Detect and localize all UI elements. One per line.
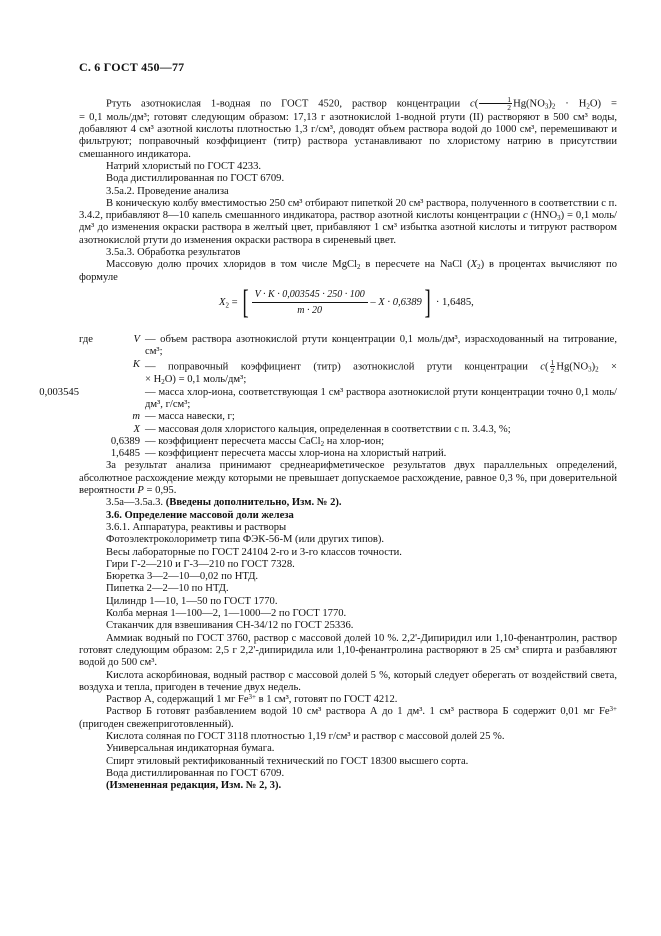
list-item: Кислота соляная по ГОСТ 3118 плотностью 1,19 г/см³ и раствор с массовой долей 25 %. xyxy=(106,730,505,742)
definition-line xyxy=(145,359,617,375)
variable-definition: — масса хлор-иона, соответствующая 1 см³ раствора азотнокислой ртути концентрации точно 0,1 моль/дм³, г/см³; xyxy=(145,386,617,410)
amendment-note-3-6: (Измененная редакция, Изм. № 2, 3). xyxy=(106,780,282,792)
variable-definitions xyxy=(39,333,617,460)
variable-symbol: 1,6485 xyxy=(110,448,140,460)
text: = 0,95. xyxy=(143,485,177,497)
section-heading-3-6-1: 3.6.1. Аппаратура, реактивы и растворы xyxy=(106,521,287,533)
subscript: 2 xyxy=(161,378,165,387)
subscript: 3 xyxy=(544,102,549,111)
formula-tail: · 1,6485, xyxy=(433,296,474,308)
paragraph-ammonia: Аммиак водный по ГОСТ 3760, раствор с массовой долей 10 %. 2,2'-Дипиридил или 1,10-фенантролин, раствор готовят следующим образом: 2,5 г 2,2'-дипиридила или 1,10-фенантролина растворяют в 25 см³ спирта и разбавляют водой до 500 см³. xyxy=(79,632,617,669)
text: ) xyxy=(591,360,596,372)
page-header: С. 6 ГОСТ 450—77 xyxy=(79,60,185,74)
text: В коническую колбу вместимостью 250 см³ отбирают пипеткой 20 см³ раствора, полученного в соответствии с п. 3.4.2, прибавляют 8—10 капель смешанного индикатора, раствор азотной кислоты концентрации xyxy=(79,197,617,222)
text: Hg(NO xyxy=(556,360,589,372)
text: Массовую долю прочих хлоридов в том числе MgCl xyxy=(106,259,358,271)
list-item: Весы лабораторные по ГОСТ 24104 2-го и 3-го классов точности. xyxy=(106,546,402,558)
text: ( xyxy=(474,98,479,110)
formula-numerator: V · K · 0,003545 · 250 · 100 xyxy=(252,287,368,303)
paragraph-solution-a xyxy=(79,694,617,706)
amendment-note-3-5a xyxy=(79,497,617,509)
list-item: Фотоэлектроколориметр типа ФЭК-56-М (или других типов). xyxy=(106,534,385,546)
subscript: 2 xyxy=(477,263,481,272)
section-heading-3-6: 3.6. Определение массовой доли железа xyxy=(106,509,294,521)
variable-definition: — объем раствора азотнокислой ртути концентрации 0,1 моль/дм³, израсходованный на титрование, см³; xyxy=(145,333,617,358)
symbol-c: c xyxy=(540,360,545,372)
paragraph-mercury-nitrate-body: = 0,1 моль/дм³; готовят следующим образом: 17,13 г азотнокислой 1-водной ртути (II) растворяют в 500 см³ воды, добавляют 4 см³ азотной кислоты плотностью 1,3 г/см³, доводят объем раствора водой до 1000 см³, перемешивают и фильтруют; поправочный коэффициент (титр) раствора устанавливают по хлористому натрию в присутствии смешанного индикатора. xyxy=(79,111,617,160)
symbol-p: P xyxy=(137,485,144,497)
symbol-x: X xyxy=(470,259,478,271)
amendment-text: (Введены дополнительно, Изм. № 2). xyxy=(165,497,342,509)
fraction-half xyxy=(550,359,556,375)
formula-fraction xyxy=(252,287,368,318)
paragraph-sodium-chloride: Натрий хлористый по ГОСТ 4233. xyxy=(106,161,262,172)
fraction-half xyxy=(479,96,512,112)
section-heading-3-5a-2: 3.5а.2. Проведение анализа xyxy=(106,185,229,197)
text: Hg(NO xyxy=(513,98,545,110)
subscript: 2 xyxy=(586,102,590,111)
paragraph-ascorbic-acid: Кислота аскорбиновая, водный раствор с массовой долей 5 %, который следует оберегать от воздействий света, воздуха и тепла, пригоден в течение двух недель. xyxy=(79,669,617,693)
subscript: 2 xyxy=(551,102,556,111)
text: в 1 см³, готовят по ГОСТ 4212. xyxy=(255,694,398,706)
formula-denominator: m · 20 xyxy=(297,305,323,317)
paragraph-mercury-nitrate-line1 xyxy=(79,96,617,112)
bracket-left-icon: [ xyxy=(242,283,250,321)
formula-x2 xyxy=(219,283,474,321)
list-item: Цилиндр 1—10, 1—50 по ГОСТ 1770. xyxy=(106,595,278,607)
paragraph-analysis xyxy=(79,198,617,247)
subscript: 3 xyxy=(588,364,592,373)
text: × H xyxy=(145,374,162,386)
text: в пересчете на NaCl ( xyxy=(360,259,471,271)
text: Раствор А, содержащий 1 мг Fe xyxy=(106,694,249,706)
text: ) = 0,1 моль/дм³ до изменения окраски раствора в желтый цвет, прибавляют 1 см³ избытка азотной кислоты и титруют раствором азотнокислой ртути до изменения окраски раствора в сиреневый цвет. xyxy=(79,210,617,246)
text: — коэффициент пересчета массы CaCl xyxy=(145,435,321,447)
text: ) в процентах вычисляют по формуле xyxy=(79,259,617,283)
variable-symbol: V xyxy=(133,333,140,345)
variable-symbol: 0,6389 xyxy=(110,435,140,447)
list-item: Стаканчик для взвешивания СН-34/12 по ГОСТ 25336. xyxy=(106,620,354,632)
text: Ртуть азотнокислая 1-водная по ГОСТ 4520, раствор концентрации xyxy=(106,98,471,110)
where-prefix: где xyxy=(79,333,93,345)
formula-block xyxy=(79,284,617,334)
variable-definition: — коэффициент пересчета массы хлор-иона на хлористый натрий. xyxy=(145,448,447,460)
symbol-c: c xyxy=(523,210,528,222)
text: на хлор-ион; xyxy=(324,435,385,447)
subscript: 2 xyxy=(357,263,361,272)
variable-definition: — масса навески, г; xyxy=(145,411,235,423)
where-key-v xyxy=(79,334,145,359)
where-key-0-003545 xyxy=(13,387,84,412)
subscript: 2 xyxy=(320,439,325,448)
list-item: Вода дистиллированная по ГОСТ 6709. xyxy=(106,767,285,779)
text: O) = 0,1 моль/дм³; xyxy=(164,374,247,386)
paragraph-distilled-water: Вода дистиллированная по ГОСТ 6709. xyxy=(106,173,285,185)
text: ( xyxy=(544,360,549,372)
text: × xyxy=(598,360,617,372)
variable-symbol: K xyxy=(132,358,140,370)
superscript: 3+ xyxy=(609,705,617,714)
section-heading-3-5a-3: 3.5а.3. Обработка результатов xyxy=(106,247,241,259)
fraction-numerator: 1 xyxy=(479,96,512,104)
variable-definition xyxy=(145,359,617,387)
definition-line xyxy=(145,374,617,386)
formula-equals: = xyxy=(228,297,238,309)
variable-symbol: m xyxy=(132,411,140,423)
where-key-m xyxy=(79,411,145,423)
text: O) = xyxy=(589,98,617,110)
fraction-denominator: 2 xyxy=(550,365,555,375)
paragraph-result xyxy=(79,460,617,497)
list-item: Бюретка 3—2—10—0,02 по НТД. xyxy=(106,571,259,583)
paragraph-mass-fraction xyxy=(79,259,617,284)
text: За результат анализа принимают среднеарифметическое результатов двух параллельных определений, абсолютное расхождение между которыми не превышает допускаемое расхождение, равное 0,3 %, при доверительной вероятности xyxy=(79,460,617,497)
variable-symbol: 0,003545 xyxy=(39,386,79,398)
subscript: 2 xyxy=(225,301,229,310)
variable-symbol: X xyxy=(133,423,140,435)
text: ) xyxy=(548,98,552,110)
where-key-x xyxy=(79,424,145,436)
fraction-numerator: 1 xyxy=(550,357,555,367)
text: 3.5а—3.5а.3. xyxy=(106,497,166,509)
variable-definition: — массовая доля хлористого кальция, определенная в соответствии с п. 3.4.3, %; xyxy=(145,423,511,435)
list-item: Пипетка 2—2—10 по НТД. xyxy=(106,583,229,595)
symbol-c: c xyxy=(470,98,475,110)
text: · H xyxy=(555,98,587,110)
text: Раствор Б готовят разбавлением водой 10 см³ раствора А до 1 дм³. 1 см³ раствора Б содержит 0,01 мг Fe xyxy=(106,706,610,718)
list-item: Спирт этиловый ректификованный технический по ГОСТ 18300 высшего сорта. xyxy=(106,755,469,767)
text: (HNO xyxy=(527,210,558,222)
document-body xyxy=(39,95,617,792)
subscript: 2 xyxy=(595,364,599,373)
subscript: 3 xyxy=(557,214,561,223)
paragraph-solution-b xyxy=(79,706,617,731)
where-key-k xyxy=(79,359,145,387)
text: — поправочный коэффициент (титр) азотнокислой ртути концентрации xyxy=(145,360,541,372)
list-item: Универсальная индикаторная бумага. xyxy=(106,743,275,755)
variable-definition xyxy=(145,436,617,448)
bracket-right-icon: ] xyxy=(424,283,431,321)
formula-lhs: X xyxy=(219,296,226,308)
where-key-1-6485 xyxy=(79,448,145,460)
formula-minus-term: – X · 0,6389 xyxy=(367,296,422,308)
text: (пригоден свежеприготовленный). xyxy=(79,718,234,730)
where-key-0-6389 xyxy=(79,436,145,448)
list-item: Гири Г-2—210 и Г-3—210 по ГОСТ 7328. xyxy=(106,558,295,570)
fraction-denominator: 2 xyxy=(507,103,512,113)
superscript: 3+ xyxy=(248,693,256,702)
list-item: Колба мерная 1—100—2, 1—1000—2 по ГОСТ 1770. xyxy=(106,608,347,620)
